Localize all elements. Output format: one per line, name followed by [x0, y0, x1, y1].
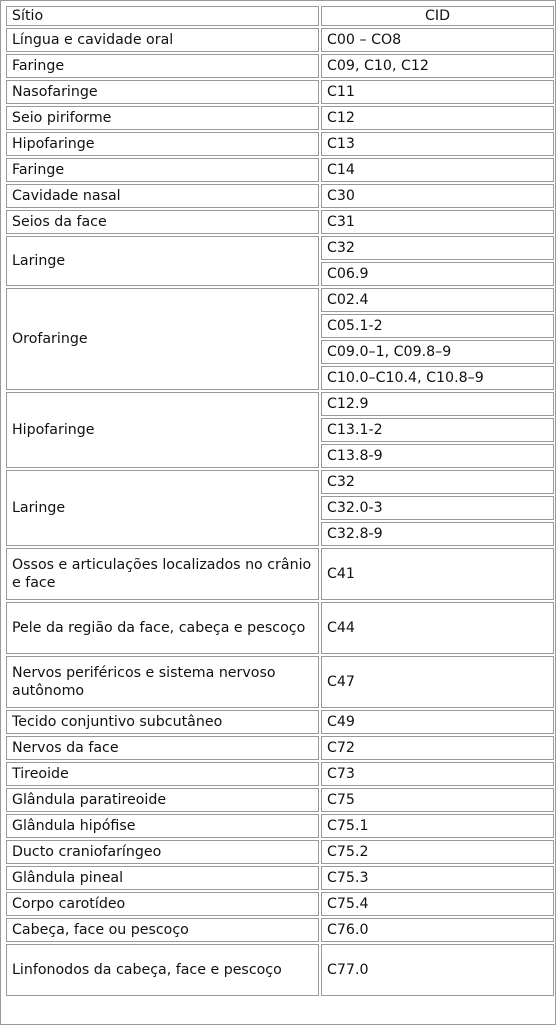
cid-cell: C75.1 [321, 814, 554, 838]
cid-cell: C75 [321, 788, 554, 812]
cid-cell: C12.9 [321, 392, 554, 416]
site-cell: Ducto craniofaríngeo [6, 840, 319, 864]
site-cell: Língua e cavidade oral [6, 28, 319, 52]
table-body [6, 6, 554, 996]
header-cid: CID [321, 6, 554, 26]
cid-cell: C73 [321, 762, 554, 786]
site-cell: Tecido conjuntivo subcutâneo [6, 710, 319, 734]
cid-cell: C13 [321, 132, 554, 156]
cid-cell: C32.0-3 [321, 496, 554, 520]
cid-cell: C49 [321, 710, 554, 734]
site-cell: Glândula paratireoide [6, 788, 319, 812]
table-row [6, 866, 554, 890]
header-row [6, 6, 554, 26]
cid-cell: C44 [321, 602, 554, 654]
cid-cell: C30 [321, 184, 554, 208]
site-cell: Hipofaringe [6, 392, 319, 468]
cid-cell: C13.8-9 [321, 444, 554, 468]
site-cell: Orofaringe [6, 288, 319, 390]
site-cell: Nervos da face [6, 736, 319, 760]
cid-cell: C76.0 [321, 918, 554, 942]
site-cell: Laringe [6, 470, 319, 546]
table-row [6, 788, 554, 812]
site-cell: Glândula pineal [6, 866, 319, 890]
cid-cell: C00 – CO8 [321, 28, 554, 52]
cid-cell: C05.1-2 [321, 314, 554, 338]
site-cid-table [4, 4, 556, 998]
cid-cell: C77.0 [321, 944, 554, 996]
cid-cell: C13.1-2 [321, 418, 554, 442]
cid-cell: C75.2 [321, 840, 554, 864]
cid-cell: C75.4 [321, 892, 554, 916]
table-row [6, 736, 554, 760]
table-row [6, 288, 554, 312]
cid-cell: C47 [321, 656, 554, 708]
site-cell: Pele da região da face, cabeça e pescoço [6, 602, 319, 654]
site-cell: Corpo carotídeo [6, 892, 319, 916]
table-row [6, 918, 554, 942]
table-row [6, 210, 554, 234]
site-cell: Glândula hipófise [6, 814, 319, 838]
cid-cell: C14 [321, 158, 554, 182]
site-cell: Seios da face [6, 210, 319, 234]
cid-cell: C09.0–1, C09.8–9 [321, 340, 554, 364]
table-row [6, 944, 554, 996]
cid-cell: C32 [321, 470, 554, 494]
table-row [6, 548, 554, 600]
cid-cell: C11 [321, 80, 554, 104]
cid-cell: C02.4 [321, 288, 554, 312]
table-row [6, 470, 554, 494]
cid-cell: C09, C10, C12 [321, 54, 554, 78]
cid-cell: C72 [321, 736, 554, 760]
cid-cell: C12 [321, 106, 554, 130]
table-row [6, 80, 554, 104]
table-row [6, 710, 554, 734]
table-row [6, 158, 554, 182]
site-cell: Laringe [6, 236, 319, 286]
cid-cell: C06.9 [321, 262, 554, 286]
table-row [6, 54, 554, 78]
table-row [6, 892, 554, 916]
table-row [6, 602, 554, 654]
table-row [6, 762, 554, 786]
table-row [6, 184, 554, 208]
cid-cell: C31 [321, 210, 554, 234]
cid-cell: C10.0–C10.4, C10.8–9 [321, 366, 554, 390]
cid-cell: C75.3 [321, 866, 554, 890]
cid-cell: C32 [321, 236, 554, 260]
site-cell: Faringe [6, 54, 319, 78]
cid-cell: C41 [321, 548, 554, 600]
table-row [6, 236, 554, 260]
table-row [6, 814, 554, 838]
site-cell: Cavidade nasal [6, 184, 319, 208]
site-cell: Cabeça, face ou pescoço [6, 918, 319, 942]
table-row [6, 132, 554, 156]
cid-cell: C32.8-9 [321, 522, 554, 546]
site-cell: Tireoide [6, 762, 319, 786]
table-row [6, 656, 554, 708]
header-site: Sítio [6, 6, 319, 26]
table-row [6, 392, 554, 416]
site-cell: Nervos periféricos e sistema nervoso autônomo [6, 656, 319, 708]
site-cell: Ossos e articulações localizados no crânio e face [6, 548, 319, 600]
site-cell: Seio piriforme [6, 106, 319, 130]
table-row [6, 840, 554, 864]
site-cell: Hipofaringe [6, 132, 319, 156]
site-cell: Nasofaringe [6, 80, 319, 104]
table-row [6, 28, 554, 52]
site-cell: Linfonodos da cabeça, face e pescoço [6, 944, 319, 996]
site-cell: Faringe [6, 158, 319, 182]
table-row [6, 106, 554, 130]
